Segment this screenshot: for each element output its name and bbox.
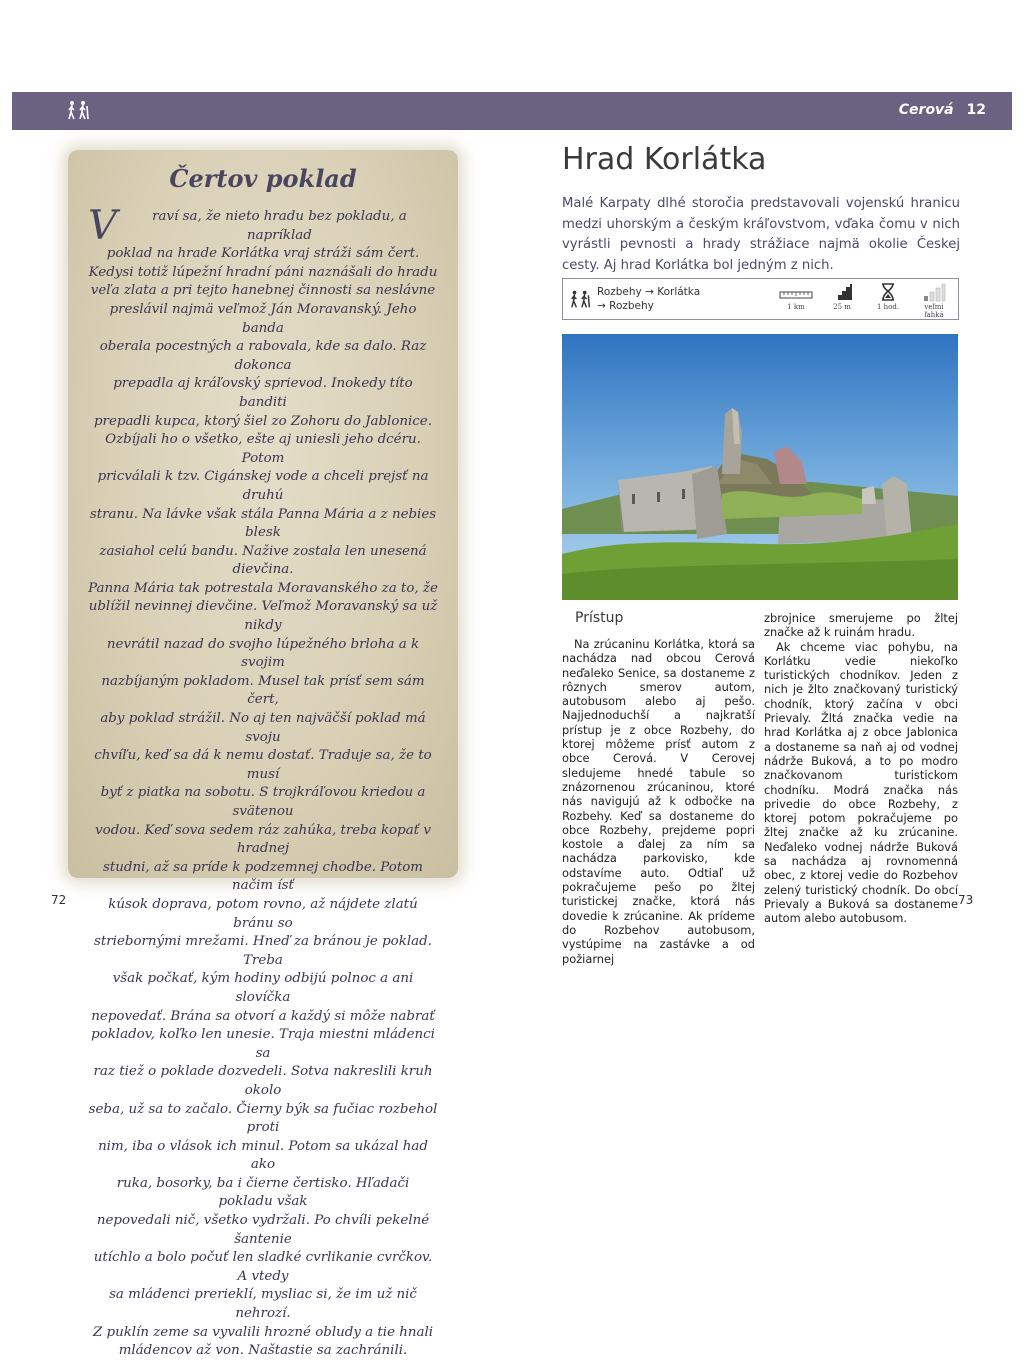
legend-line: poklad na hrade Korlátka vraj stráži sám čert. xyxy=(106,246,420,262)
legend-line: veľa zlata a pri tejto hanebnej činnosti sa neslávne xyxy=(90,283,436,299)
legend-line: aby poklad strážil. No aj ten najväčší poklad má svoju xyxy=(100,711,426,745)
legend-line: sa mládenci prerieklí, mysliac si, že im už nič nehrozí. xyxy=(109,1287,417,1322)
ruler-icon xyxy=(779,282,813,302)
legend-line: byť z piatka na sobotu. S trojkráľovou kriedou a svätenou xyxy=(100,785,426,819)
header-location xyxy=(899,102,986,118)
route-infobox xyxy=(562,278,959,320)
legend-line: seba, už sa to začalo. Čierny býk sa fučiac rozbehol proti xyxy=(88,1101,438,1136)
location-name: Cerová xyxy=(898,102,954,118)
intro-paragraph: Malé Karpaty dlhé storočia predstavovali vojenskú hranicu medzi uhorským a českým kráľovstvom, vďaka čomu v nich vyrástli pevnosti a hrady strážiace najmä okolie Českej cesty. Aj hrad Korlátka bol jedným z nich. xyxy=(562,196,960,273)
hourglass-icon xyxy=(878,282,898,302)
running-header xyxy=(12,92,1012,130)
route-metrics xyxy=(776,282,954,319)
text-column-1 xyxy=(562,637,755,966)
legend-text xyxy=(88,203,438,1361)
legend-line: pokladov, koľko len unesie. Traja miestni mládenci sa xyxy=(91,1027,435,1061)
page-number-right: 73 xyxy=(958,893,974,907)
time-value: 1 hod. xyxy=(876,303,900,311)
route-line-2: → Rozbehy xyxy=(597,300,654,312)
legend-line: zasiahol celú bandu. Nažive zostala len unesená dievčina. xyxy=(99,543,427,578)
legend-line: kúsok doprava, potom rovno, až nájdete zlatú bránu so xyxy=(108,896,418,931)
hikers-icon xyxy=(66,100,92,125)
legend-line: nazbíjaným pokladom. Musel tak prísť sem sám čert, xyxy=(101,673,425,708)
text-column-2 xyxy=(764,611,958,926)
legend-line: prepadla aj kráľovský sprievod. Inokedy títo banditi xyxy=(113,376,413,410)
legend-line: oberala pocestných a rabovala, kde sa dalo. Raz dokonca xyxy=(99,339,427,373)
legend-line: Ozbíjali ho o všetko, ešte aj uniesli jeho dcéru. Potom xyxy=(105,432,421,466)
legend-line: však počkať, kým hodiny odbijú polnoc a ani slovíčka xyxy=(112,971,414,1005)
legend-line: preslávil najmä veľmož Ján Moravanský. Jeho banda xyxy=(109,301,417,336)
chapter-number: 12 xyxy=(966,102,986,118)
page-number-left: 72 xyxy=(51,893,67,907)
legend-line: studni, až sa príde k podzemnej chodbe. Potom načim ísť xyxy=(103,859,423,894)
legend-line: vodou. Keď sova sedem ráz zahúka, treba kopať v hradnej xyxy=(95,822,431,857)
legend-line: raz tiež o poklade dozvedeli. Sotva nakreslili kruh okolo xyxy=(93,1064,433,1098)
metric-time xyxy=(868,282,908,319)
legend-title: Čertov poklad xyxy=(169,164,357,193)
route-description xyxy=(597,285,700,313)
legend-line: nepovedali nič, všetko vydržali. Po chvíli pekelné šantenie xyxy=(96,1213,430,1247)
elevation-value: 25 m xyxy=(833,303,851,311)
legend-line: nepovedať. Brána sa otvorí a každý si môže nabrať xyxy=(91,1008,435,1024)
paragraph: Ak chceme viac pohybu, na Korlátku vedie niekoľko turistických chodníkov. Jeden z nich je žlto značkovaný turistický chodník, ktorý začína v obci Prievaly. Žltá značka vedie na hrad Korlátka aj z obce Jablonica a dostaneme sa naň aj od vodnej nádrže Buková, a to po modro značkovanom turistickom chodníku. Modrá značka nás privedie do obce Rozbehy, z ktorej potom pokračujeme po žltej značke až ku zrúcanine. Neďaleko vodnej nádrže Buková sa nachádza aj rovnomenná obec, z ktorej vedie do Rozbehov zelený turistický chodník. Do obcí Prievaly a Buková sa dostaneme autom alebo autobusom. xyxy=(764,639,958,926)
paragraph: Na zrúcaninu Korlátka, ktorá sa nachádza nad obcou Cerová neďaleko Senice, sa dostaneme z rôznych smerov autom, autobusom alebo aj pešo. Najjednoduchší a najkratší prístup je z obce Rozbehy, do ktorej môžeme prísť autom z obce Cerová. V Cerovej sledujeme hnedé tabule so znázornenou zrúcaninou, ktoré nás navigujú až k odbočke na Rozbehy. Keď sa dostaneme do obce Rozbehy, prejdeme popri kostole a ďalej za ním sa nachádza parkovisko, kde odstavíme auto. Odtiaľ už pokračujeme pešo po žltej turistickej značke, ktorá nás dovedie k zrúcanine. Ak prídeme do Rozbehov autobusom, vystúpime na zastávke a od požiarnej xyxy=(562,637,755,966)
distance-value: 1 km xyxy=(787,303,805,311)
legend-line: utíchlo a bolo počuť len sladké cvrlikanie cvrčkov. A vtedy xyxy=(93,1250,433,1284)
legend-line: ublížil nevinnej dievčine. Veľmož Moravanský sa už nikdy xyxy=(88,599,438,634)
legend-line: nevrátil nazad do svojho lúpežného brloha a k svojim xyxy=(106,636,420,671)
hikers-icon xyxy=(569,289,593,313)
paragraph: zbrojnice smerujeme po žltej značke až k ruinám hradu. xyxy=(764,611,958,640)
metric-elevation xyxy=(822,282,862,319)
stairs-icon xyxy=(830,282,854,302)
legend-line: mládencov až von. Naštastie sa zachránili. xyxy=(118,1343,408,1359)
metric-distance xyxy=(776,282,816,319)
route-line-1: Rozbehy → Korlátka xyxy=(597,286,701,298)
drop-cap: V xyxy=(88,203,117,249)
legend-line: Kedysi totiž lúpežní hradní páni naznášali do hradu xyxy=(88,264,438,280)
castle-photo xyxy=(562,334,958,600)
difficulty-bars-icon xyxy=(922,282,946,302)
legend-line: Panna Mária tak potrestala Moravanského za to, že xyxy=(88,580,438,596)
legend-box xyxy=(68,150,458,1359)
metric-difficulty xyxy=(914,282,954,319)
legend-line: raví sa, že nieto hradu bez pokladu, a napríklad xyxy=(152,209,407,243)
legend-line: stranu. Na lávke však stála Panna Mária a z nebies blesk xyxy=(89,506,437,541)
legend-line: nim, iba o vlások ich minul. Potom sa ukázal had ako xyxy=(98,1138,428,1173)
legend-line: striebornými mrežami. Hneď za bránou je poklad. Treba xyxy=(94,934,432,968)
legend-line: prepadli kupca, ktorý šiel zo Zohoru do Jablonice. xyxy=(93,413,432,429)
legend-line: chvíľu, keď sa dá k nemu dostať. Traduje sa, že to musí xyxy=(94,748,432,782)
page-title: Hrad Korlátka xyxy=(562,142,767,177)
legend-line: pricválali k tzv. Cigánskej vode a chceli prejsť na druhú xyxy=(97,469,429,503)
legend-line: Z puklín zeme sa vyvalili hrozné obludy a tie hnali xyxy=(92,1324,434,1340)
section-title: Prístup xyxy=(575,610,624,626)
legend-line: ruka, bosorky, ba i čierne čertisko. Hľadači pokladu však xyxy=(116,1175,410,1210)
difficulty-value: veľmi ľahká xyxy=(924,303,944,319)
